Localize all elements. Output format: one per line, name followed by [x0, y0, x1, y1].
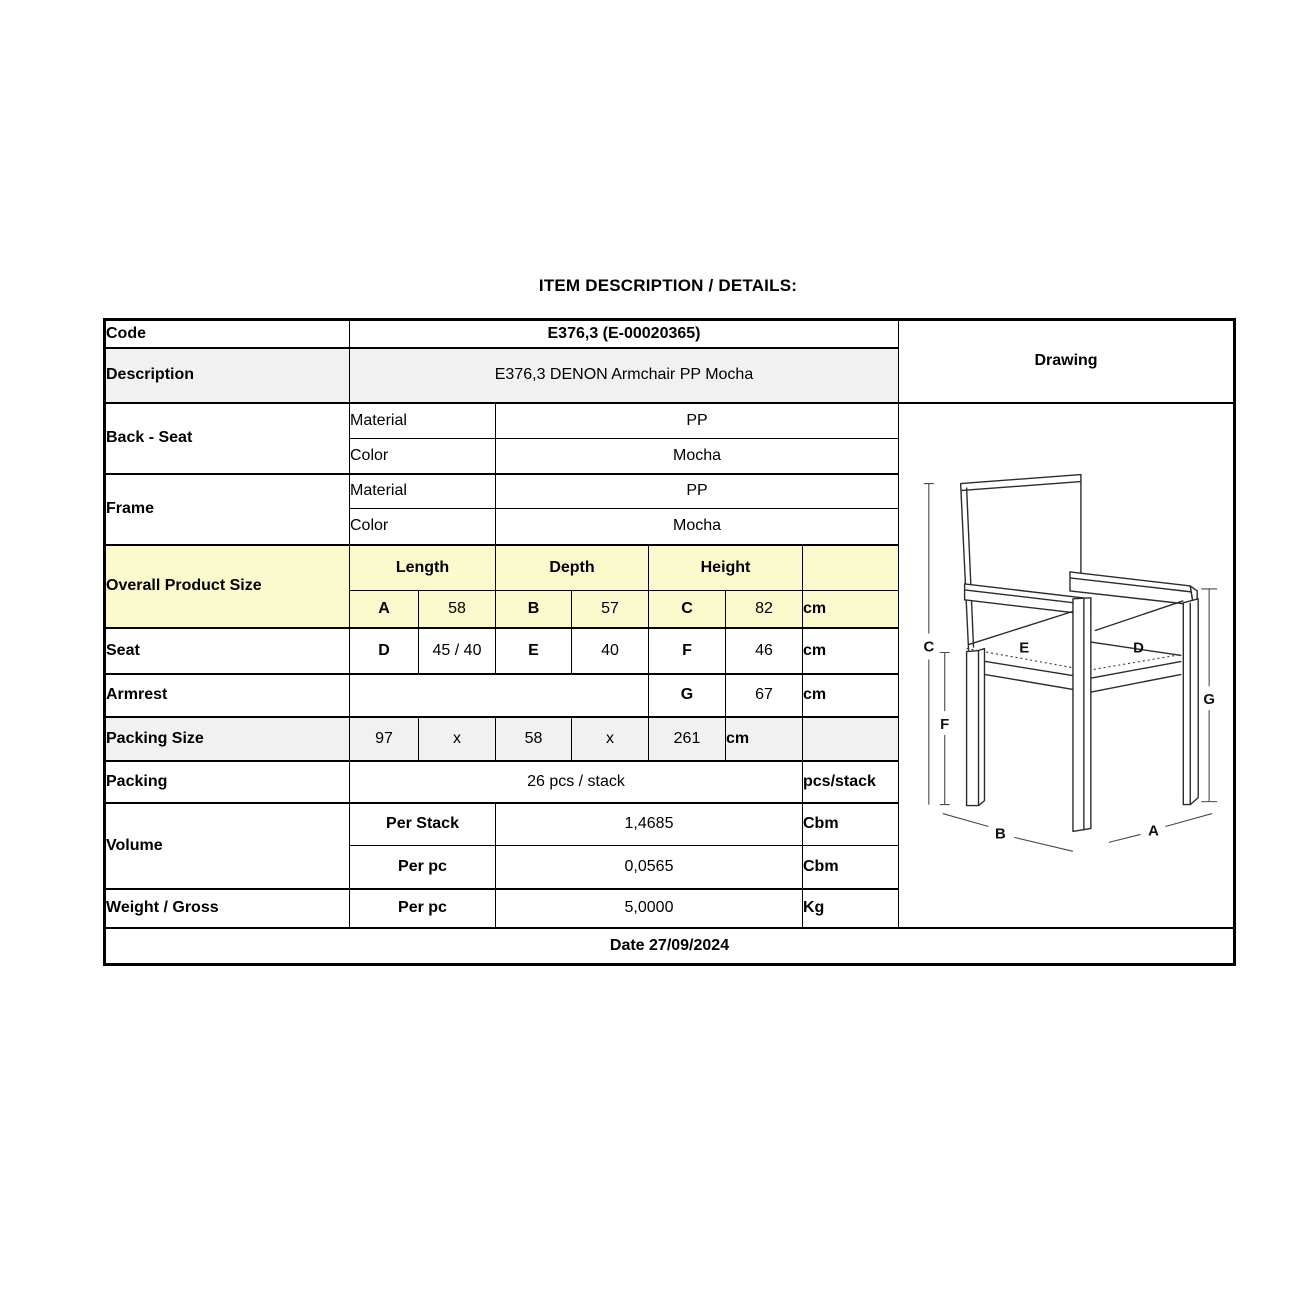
back-seat-material-key: Material: [350, 403, 496, 439]
volume-per-stack-value: 1,4685: [496, 803, 803, 846]
dim-label-a: A: [1148, 823, 1159, 840]
dim-label-c: C: [923, 639, 935, 656]
weight-value: 5,0000: [496, 889, 803, 928]
weight-label: Weight / Gross: [105, 889, 350, 928]
dim-label-b: B: [995, 826, 1006, 843]
packing-size-v1: 97: [350, 717, 419, 761]
volume-label: Volume: [105, 803, 350, 889]
frame-color-value: Mocha: [496, 509, 899, 545]
row-back-seat-material: [105, 403, 1235, 439]
armrest-empty: [350, 674, 649, 717]
volume-per-stack-unit: Cbm: [803, 803, 899, 846]
code-label: Code: [105, 320, 350, 348]
packing-size-x2: x: [572, 717, 649, 761]
chair-leg-front: [1073, 598, 1091, 832]
dim-line-b: [943, 814, 1073, 852]
spec-table: [103, 318, 1236, 966]
chair-drawing: [899, 404, 1233, 926]
volume-per-pc-key: Per pc: [350, 846, 496, 889]
packing-size-spacer: [803, 717, 899, 761]
seat-key-d: D: [350, 628, 419, 674]
date-footer: Date 27/09/2024: [105, 928, 1235, 965]
seat-value-e: 40: [572, 628, 649, 674]
size-unit: cm: [803, 591, 899, 628]
page-title: ITEM DESCRIPTION / DETAILS:: [538, 276, 798, 295]
packing-size-unit: cm: [726, 717, 803, 761]
frame-material-value: PP: [496, 474, 899, 509]
packing-size-v2: 58: [496, 717, 572, 761]
dim-line-a: [1109, 814, 1212, 843]
dim-label-g: G: [1203, 692, 1215, 709]
size-header-unit-spacer: [803, 545, 899, 591]
back-seat-color-key: Color: [350, 439, 496, 474]
weight-unit: Kg: [803, 889, 899, 928]
description-label: Description: [105, 348, 350, 403]
size-header-depth: Depth: [496, 545, 649, 591]
frame-color-key: Color: [350, 509, 496, 545]
armrest-value-g: 67: [726, 674, 803, 717]
back-seat-label: Back - Seat: [105, 403, 350, 474]
size-value-a: 58: [419, 591, 496, 628]
weight-key: Per pc: [350, 889, 496, 928]
seat-value-f: 46: [726, 628, 803, 674]
size-key-c: C: [649, 591, 726, 628]
description-value: E376,3 DENON Armchair PP Mocha: [350, 348, 899, 403]
frame-label: Frame: [105, 474, 350, 545]
seat-apron-right: [1090, 661, 1181, 692]
seat-unit: cm: [803, 628, 899, 674]
volume-per-pc-unit: Cbm: [803, 846, 899, 889]
drawing-cell: [899, 403, 1235, 928]
armrest-unit: cm: [803, 674, 899, 717]
seat-key-f: F: [649, 628, 726, 674]
back-seat-material-value: PP: [496, 403, 899, 439]
packing-value: 26 pcs / stack: [350, 761, 803, 803]
packing-size-label: Packing Size: [105, 717, 350, 761]
size-key-b: B: [496, 591, 572, 628]
size-header-length: Length: [350, 545, 496, 591]
packing-size-x1: x: [419, 717, 496, 761]
packing-label: Packing: [105, 761, 350, 803]
row-date: [105, 928, 1235, 965]
size-key-a: A: [350, 591, 419, 628]
packing-size-v3: 261: [649, 717, 726, 761]
chair-back-panel: [961, 475, 1081, 651]
seat-label: Seat: [105, 628, 350, 674]
size-header-height: Height: [649, 545, 803, 591]
seat-back-edge: [1081, 641, 1181, 656]
frame-material-key: Material: [350, 474, 496, 509]
dim-label-f: F: [940, 717, 950, 734]
overall-size-label: Overall Product Size: [105, 545, 350, 628]
seat-value-d: 45 / 40: [419, 628, 496, 674]
chair-drawing-svg: [899, 404, 1233, 926]
chair-leg-rear-left: [967, 649, 985, 806]
drawing-header: Drawing: [899, 320, 1235, 403]
armrest-key-g: G: [649, 674, 726, 717]
packing-unit: pcs/stack: [803, 761, 899, 803]
seat-key-e: E: [496, 628, 572, 674]
volume-per-stack-key: Per Stack: [350, 803, 496, 846]
code-value: E376,3 (E-00020365): [350, 320, 899, 348]
volume-per-pc-value: 0,0565: [496, 846, 803, 889]
dim-label-e: E: [1019, 640, 1030, 657]
size-value-c: 82: [726, 591, 803, 628]
row-code: [105, 320, 1235, 348]
back-seat-color-value: Mocha: [496, 439, 899, 474]
dim-label-d: D: [1133, 640, 1144, 657]
armrest-label: Armrest: [105, 674, 350, 717]
size-value-b: 57: [572, 591, 649, 628]
